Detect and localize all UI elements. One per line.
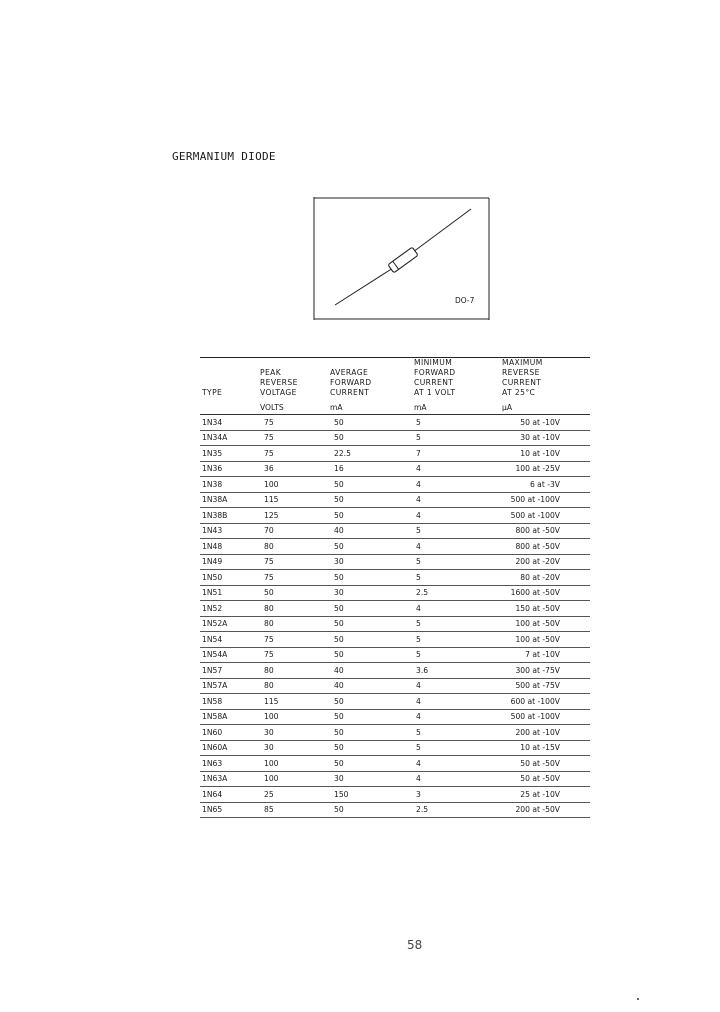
table-row (200, 771, 590, 787)
table-row (200, 415, 590, 431)
cell-type: 1N49 (200, 554, 256, 570)
cell-type: 1N43 (200, 523, 256, 539)
cell-type: 1N34 (200, 415, 256, 431)
cell-minimum-forward-current: 4 (410, 601, 496, 617)
cell-maximum-reverse-current: 50 at -50V (496, 771, 590, 787)
cell-maximum-reverse-current: 200 at -10V (496, 725, 590, 741)
cell-minimum-forward-current: 5 (410, 647, 496, 663)
cell-type: 1N50 (200, 570, 256, 586)
header-peak-reverse-voltage: PEAK REVERSE VOLTAGE (256, 358, 328, 401)
cell-average-forward-current: 40 (328, 663, 410, 679)
cell-average-forward-current: 50 (328, 694, 410, 710)
page-title: GERMANIUM DIODE (172, 150, 276, 163)
cell-peak-reverse-voltage: 36 (256, 461, 328, 477)
cell-peak-reverse-voltage: 30 (256, 725, 328, 741)
cell-minimum-forward-current: 5 (410, 570, 496, 586)
cell-peak-reverse-voltage: 85 (256, 802, 328, 818)
cell-average-forward-current: 30 (328, 554, 410, 570)
table-row (200, 570, 590, 586)
cell-maximum-reverse-current: 800 at -50V (496, 523, 590, 539)
cell-peak-reverse-voltage: 115 (256, 492, 328, 508)
cell-peak-reverse-voltage: 100 (256, 771, 328, 787)
scan-speck (637, 998, 639, 1000)
cell-maximum-reverse-current: 10 at -10V (496, 446, 590, 462)
cell-type: 1N60 (200, 725, 256, 741)
cell-maximum-reverse-current: 50 at -50V (496, 756, 590, 772)
cell-maximum-reverse-current: 100 at -50V (496, 632, 590, 648)
cell-peak-reverse-voltage: 115 (256, 694, 328, 710)
cell-average-forward-current: 50 (328, 632, 410, 648)
cell-peak-reverse-voltage: 75 (256, 446, 328, 462)
cell-peak-reverse-voltage: 75 (256, 632, 328, 648)
cell-type: 1N52A (200, 616, 256, 632)
cell-maximum-reverse-current: 7 at -10V (496, 647, 590, 663)
cell-maximum-reverse-current: 500 at -100V (496, 492, 590, 508)
unit-ma-forward: mA (410, 400, 496, 415)
cell-maximum-reverse-current: 600 at -100V (496, 694, 590, 710)
cell-minimum-forward-current: 4 (410, 771, 496, 787)
cell-average-forward-current: 50 (328, 508, 410, 524)
cell-average-forward-current: 50 (328, 492, 410, 508)
cell-minimum-forward-current: 4 (410, 539, 496, 555)
table-row (200, 678, 590, 694)
cell-maximum-reverse-current: 1600 at -50V (496, 585, 590, 601)
cell-average-forward-current: 40 (328, 678, 410, 694)
cell-average-forward-current: 50 (328, 430, 410, 446)
cell-type: 1N63 (200, 756, 256, 772)
cell-type: 1N58A (200, 709, 256, 725)
cell-maximum-reverse-current: 100 at -25V (496, 461, 590, 477)
cell-peak-reverse-voltage: 80 (256, 539, 328, 555)
table-row (200, 430, 590, 446)
cell-type: 1N38B (200, 508, 256, 524)
cell-type: 1N52 (200, 601, 256, 617)
table-row (200, 787, 590, 803)
cell-minimum-forward-current: 4 (410, 709, 496, 725)
cell-type: 1N38 (200, 477, 256, 493)
cell-maximum-reverse-current: 100 at -50V (496, 616, 590, 632)
cell-minimum-forward-current: 4 (410, 694, 496, 710)
cell-average-forward-current: 50 (328, 570, 410, 586)
cell-maximum-reverse-current: 25 at -10V (496, 787, 590, 803)
cell-average-forward-current: 16 (328, 461, 410, 477)
table-header-row (200, 358, 590, 401)
cell-minimum-forward-current: 5 (410, 430, 496, 446)
cell-minimum-forward-current: 3.6 (410, 663, 496, 679)
table-row (200, 446, 590, 462)
cell-average-forward-current: 50 (328, 802, 410, 818)
cell-average-forward-current: 50 (328, 415, 410, 431)
cell-maximum-reverse-current: 500 at -100V (496, 709, 590, 725)
cell-minimum-forward-current: 5 (410, 523, 496, 539)
cell-maximum-reverse-current: 300 at -75V (496, 663, 590, 679)
cell-peak-reverse-voltage: 80 (256, 663, 328, 679)
cell-maximum-reverse-current: 200 at -20V (496, 554, 590, 570)
header-average-forward-current: AVERAGE FORWARD CURRENT (328, 358, 410, 401)
cell-peak-reverse-voltage: 80 (256, 616, 328, 632)
table-row (200, 802, 590, 818)
table-row (200, 709, 590, 725)
page-number: 58 (407, 938, 423, 952)
cell-minimum-forward-current: 4 (410, 477, 496, 493)
header-minimum-forward-current: MINIMUM FORWARD CURRENT AT 1 VOLT (410, 358, 496, 401)
table-row (200, 632, 590, 648)
cell-average-forward-current: 50 (328, 601, 410, 617)
table-row (200, 616, 590, 632)
cell-average-forward-current: 50 (328, 740, 410, 756)
cell-maximum-reverse-current: 500 at -100V (496, 508, 590, 524)
cell-minimum-forward-current: 4 (410, 461, 496, 477)
cell-minimum-forward-current: 4 (410, 678, 496, 694)
cell-average-forward-current: 30 (328, 585, 410, 601)
cell-minimum-forward-current: 2.5 (410, 802, 496, 818)
cell-type: 1N57 (200, 663, 256, 679)
cell-type: 1N38A (200, 492, 256, 508)
unit-ma: mA (328, 400, 410, 415)
cell-average-forward-current: 40 (328, 523, 410, 539)
cell-peak-reverse-voltage: 80 (256, 601, 328, 617)
cell-average-forward-current: 50 (328, 539, 410, 555)
table-row (200, 663, 590, 679)
cell-maximum-reverse-current: 80 at -20V (496, 570, 590, 586)
cell-minimum-forward-current: 5 (410, 554, 496, 570)
cell-average-forward-current: 50 (328, 725, 410, 741)
cell-peak-reverse-voltage: 75 (256, 415, 328, 431)
cell-minimum-forward-current: 4 (410, 492, 496, 508)
header-type: TYPE (200, 358, 256, 401)
cell-minimum-forward-current: 2.5 (410, 585, 496, 601)
cell-maximum-reverse-current: 150 at -50V (496, 601, 590, 617)
unit-volts: VOLTS (256, 400, 328, 415)
cell-peak-reverse-voltage: 70 (256, 523, 328, 539)
cell-maximum-reverse-current: 6 at -3V (496, 477, 590, 493)
cell-peak-reverse-voltage: 125 (256, 508, 328, 524)
cell-type: 1N48 (200, 539, 256, 555)
cell-peak-reverse-voltage: 30 (256, 740, 328, 756)
cell-type: 1N54A (200, 647, 256, 663)
unit-ua: μA (496, 400, 590, 415)
diode-spec-table (200, 357, 572, 818)
table-row (200, 725, 590, 741)
table-units-row (200, 400, 590, 415)
cell-type: 1N51 (200, 585, 256, 601)
cell-peak-reverse-voltage: 80 (256, 678, 328, 694)
cell-peak-reverse-voltage: 75 (256, 430, 328, 446)
table-row (200, 601, 590, 617)
cell-average-forward-current: 30 (328, 771, 410, 787)
table-row (200, 508, 590, 524)
table-row (200, 756, 590, 772)
cell-minimum-forward-current: 3 (410, 787, 496, 803)
cell-peak-reverse-voltage: 100 (256, 709, 328, 725)
cell-type: 1N57A (200, 678, 256, 694)
cell-type: 1N64 (200, 787, 256, 803)
cell-average-forward-current: 50 (328, 616, 410, 632)
cell-maximum-reverse-current: 200 at -50V (496, 802, 590, 818)
cell-minimum-forward-current: 5 (410, 632, 496, 648)
cell-type: 1N65 (200, 802, 256, 818)
cell-minimum-forward-current: 5 (410, 415, 496, 431)
cell-peak-reverse-voltage: 100 (256, 477, 328, 493)
table-row (200, 461, 590, 477)
cell-maximum-reverse-current: 500 at -75V (496, 678, 590, 694)
table-row (200, 585, 590, 601)
cell-minimum-forward-current: 4 (410, 756, 496, 772)
cell-maximum-reverse-current: 800 at -50V (496, 539, 590, 555)
cell-peak-reverse-voltage: 100 (256, 756, 328, 772)
cell-maximum-reverse-current: 10 at -15V (496, 740, 590, 756)
table-row (200, 539, 590, 555)
cell-peak-reverse-voltage: 50 (256, 585, 328, 601)
cell-type: 1N34A (200, 430, 256, 446)
cell-minimum-forward-current: 7 (410, 446, 496, 462)
table-body (200, 415, 590, 818)
cell-type: 1N63A (200, 771, 256, 787)
cell-maximum-reverse-current: 30 at -10V (496, 430, 590, 446)
table-row (200, 647, 590, 663)
cell-average-forward-current: 50 (328, 756, 410, 772)
table-row (200, 554, 590, 570)
table-row (200, 477, 590, 493)
cell-average-forward-current: 50 (328, 647, 410, 663)
table-row (200, 523, 590, 539)
cell-peak-reverse-voltage: 75 (256, 647, 328, 663)
header-maximum-reverse-current: MAXIMUM REVERSE CURRENT AT 25°C (496, 358, 590, 401)
cell-minimum-forward-current: 5 (410, 740, 496, 756)
cell-peak-reverse-voltage: 75 (256, 570, 328, 586)
cell-type: 1N60A (200, 740, 256, 756)
cell-peak-reverse-voltage: 25 (256, 787, 328, 803)
cell-type: 1N36 (200, 461, 256, 477)
cell-minimum-forward-current: 5 (410, 725, 496, 741)
cell-type: 1N54 (200, 632, 256, 648)
table-row (200, 492, 590, 508)
cell-maximum-reverse-current: 50 at -10V (496, 415, 590, 431)
cell-type: 1N35 (200, 446, 256, 462)
package-label: DO-7 (455, 296, 475, 305)
cell-average-forward-current: 22.5 (328, 446, 410, 462)
table-row (200, 740, 590, 756)
cell-average-forward-current: 50 (328, 477, 410, 493)
unit-type (200, 400, 256, 415)
table-row (200, 694, 590, 710)
cell-average-forward-current: 150 (328, 787, 410, 803)
cell-peak-reverse-voltage: 75 (256, 554, 328, 570)
cell-minimum-forward-current: 4 (410, 508, 496, 524)
cell-type: 1N58 (200, 694, 256, 710)
cell-minimum-forward-current: 5 (410, 616, 496, 632)
cell-average-forward-current: 50 (328, 709, 410, 725)
